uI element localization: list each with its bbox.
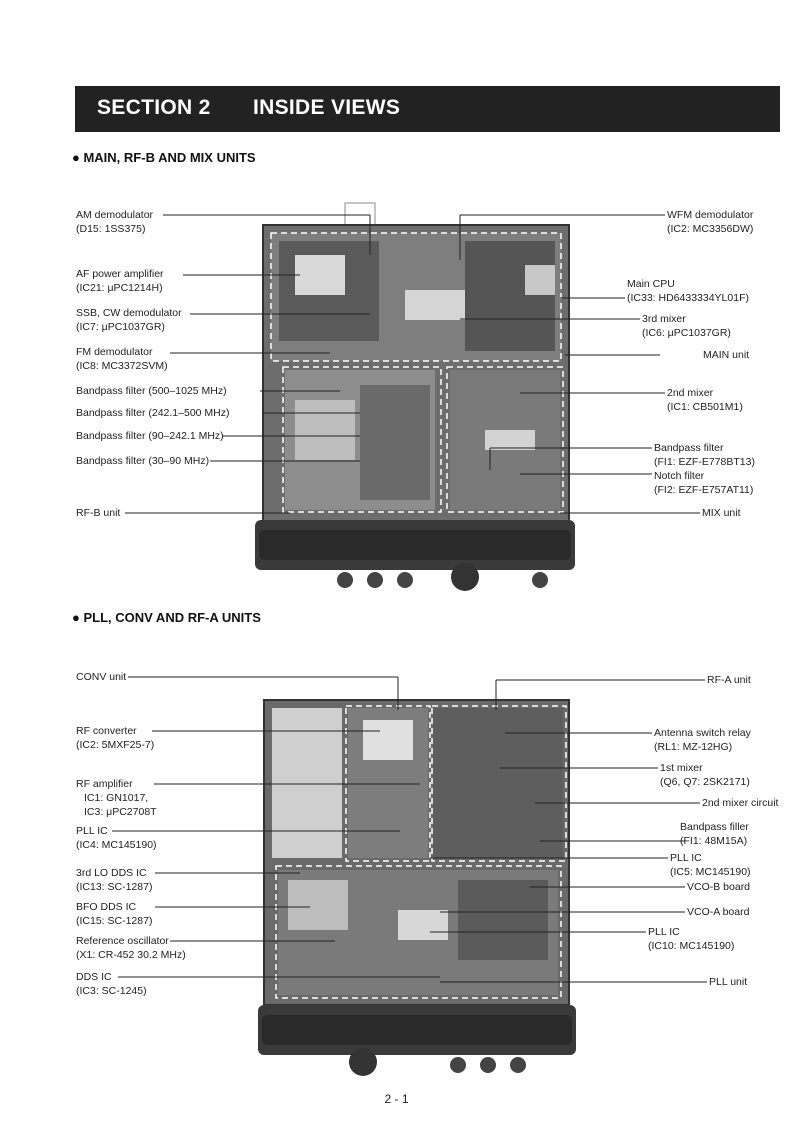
label-text: Antenna switch relay xyxy=(654,727,751,739)
label-conv-unit xyxy=(76,670,126,684)
label-text: RF-A unit xyxy=(707,674,751,686)
label-text: Bandpass filler xyxy=(680,821,749,833)
label-text: RF amplifier xyxy=(76,778,133,790)
label-subtext: IC1: GN1017, xyxy=(84,792,149,804)
label-vco-a-board xyxy=(687,905,749,919)
label-3rd-mixer xyxy=(642,312,731,340)
label-text: Reference oscillator xyxy=(76,935,169,947)
label-subtext: (FI1: 48M15A) xyxy=(680,835,748,847)
label-text: 2nd mixer xyxy=(667,387,714,399)
label-rfa-unit xyxy=(707,673,751,687)
label-text: Main CPU xyxy=(627,278,675,290)
label-text: 2nd mixer circuit xyxy=(702,797,779,809)
label-bpf-500-1025 xyxy=(76,384,227,398)
label-pll-ic-ic10 xyxy=(648,925,734,953)
label-rf-converter xyxy=(76,724,154,752)
label-2nd-mixer xyxy=(667,386,743,414)
label-wfm-demodulator xyxy=(667,208,753,236)
label-text: AM demodulator xyxy=(76,209,154,221)
label-text: 3rd LO DDS IC xyxy=(76,867,147,879)
label-text: AF power amplifier xyxy=(76,268,164,280)
label-dds-ic xyxy=(76,970,147,998)
label-text: PLL unit xyxy=(709,976,748,988)
label-subtext: (IC5: MC145190) xyxy=(670,866,751,878)
label-text: VCO-A board xyxy=(687,906,750,918)
label-text: RF converter xyxy=(76,725,137,737)
label-pll-ic-ic5 xyxy=(670,851,751,879)
label-subtext: (IC6: μPC1037GR) xyxy=(642,327,731,339)
label-reference-oscillator xyxy=(76,934,186,962)
label-text: Bandpass filter (30–90 MHz) xyxy=(76,455,210,467)
label-pll-unit xyxy=(709,975,747,989)
label-pll-ic-ic4 xyxy=(76,824,157,852)
label-subtext: (IC33: HD6433334YL01F) xyxy=(627,292,749,304)
label-mix-unit xyxy=(702,506,741,520)
page-number: 2 - 1 xyxy=(384,1092,409,1106)
label-am-demodulator xyxy=(76,208,153,236)
label-ssb-cw-demodulator xyxy=(76,306,182,334)
label-subtext: (D15: 1SS375) xyxy=(76,223,146,235)
label-subtext: IC3: μPC2708T xyxy=(84,806,157,818)
label-text: VCO-B board xyxy=(687,881,751,893)
heading-pll-conv-rfa: ● PLL, CONV AND RF-A UNITS xyxy=(72,610,261,625)
label-text: SSB, CW demodulator xyxy=(76,307,182,319)
label-text: Bandpass filter (242.1–500 MHz) xyxy=(76,407,230,419)
label-vco-b-board xyxy=(687,880,750,894)
label-subtext: (IC8: MC3372SVM) xyxy=(76,360,168,372)
label-text: MIX unit xyxy=(702,507,741,519)
label-text: PLL IC xyxy=(670,852,702,864)
section-title: INSIDE VIEWS xyxy=(253,96,401,119)
label-text: CONV unit xyxy=(76,671,127,683)
label-text: RF-B unit xyxy=(76,507,121,519)
label-bandpass-filter-fi1 xyxy=(654,441,755,469)
label-subtext: (IC4: MC145190) xyxy=(76,839,157,851)
label-text: 1st mixer xyxy=(660,762,703,774)
label-text: MAIN unit xyxy=(703,349,750,361)
label-main-cpu xyxy=(627,277,749,305)
label-text: Bandpass filter (500–1025 MHz) xyxy=(76,385,227,397)
heading-main-rfb-mix: ● MAIN, RF-B AND MIX UNITS xyxy=(72,150,256,165)
section-number: SECTION 2 xyxy=(97,96,211,119)
label-subtext: (IC13: SC-1287) xyxy=(76,881,153,893)
label-subtext: (RL1: MZ-12HG) xyxy=(654,741,733,753)
label-text: Notch filter xyxy=(654,470,705,482)
label-antenna-switch-relay xyxy=(654,726,751,754)
label-subtext: (IC21: μPC1214H) xyxy=(76,282,163,294)
label-text: 3rd mixer xyxy=(642,313,686,325)
label-fm-demodulator xyxy=(76,345,168,373)
label-bandpass-filler xyxy=(680,820,749,848)
label-notch-filter xyxy=(654,469,753,497)
label-subtext: (IC15: SC-1287) xyxy=(76,915,153,927)
label-text: Bandpass filter xyxy=(654,442,724,454)
label-text: FM demodulator xyxy=(76,346,153,358)
label-text: PLL IC xyxy=(648,926,680,938)
label-subtext: (IC2: MC3356DW) xyxy=(667,223,754,235)
label-main-unit xyxy=(703,348,749,362)
label-text: WFM demodulator xyxy=(667,209,754,221)
label-rfb-unit xyxy=(76,506,120,520)
label-subtext: (FI2: EZF-E757AT11) xyxy=(654,484,754,496)
label-3rd-lo-dds-ic xyxy=(76,866,152,894)
label-text: Bandpass filter (90–242.1 MHz) xyxy=(76,430,224,442)
label-bfo-dds-ic xyxy=(76,900,152,928)
label-subtext: (X1: CR-452 30.2 MHz) xyxy=(76,949,186,961)
label-2nd-mixer-circuit xyxy=(702,796,778,810)
label-subtext: (Q6, Q7: 2SK2171) xyxy=(660,776,750,788)
label-text: DDS IC xyxy=(76,971,112,983)
label-subtext: (IC2: 5MXF25-7) xyxy=(76,739,155,751)
label-subtext: (IC3: SC-1245) xyxy=(76,985,147,997)
label-subtext: (IC10: MC145190) xyxy=(648,940,735,952)
label-bpf-242-500 xyxy=(76,406,230,420)
label-bpf-90-242 xyxy=(76,429,224,443)
label-text: BFO DDS IC xyxy=(76,901,137,913)
label-rf-amplifier xyxy=(76,777,157,819)
label-af-power-amplifier xyxy=(76,267,164,295)
label-subtext: (IC1: CB501M1) xyxy=(667,401,743,413)
label-bpf-30-90 xyxy=(76,454,209,468)
label-1st-mixer xyxy=(660,761,750,789)
label-subtext: (FI1: EZF-E778BT13) xyxy=(654,456,755,468)
label-text: PLL IC xyxy=(76,825,108,837)
label-subtext: (IC7: μPC1037GR) xyxy=(76,321,165,333)
